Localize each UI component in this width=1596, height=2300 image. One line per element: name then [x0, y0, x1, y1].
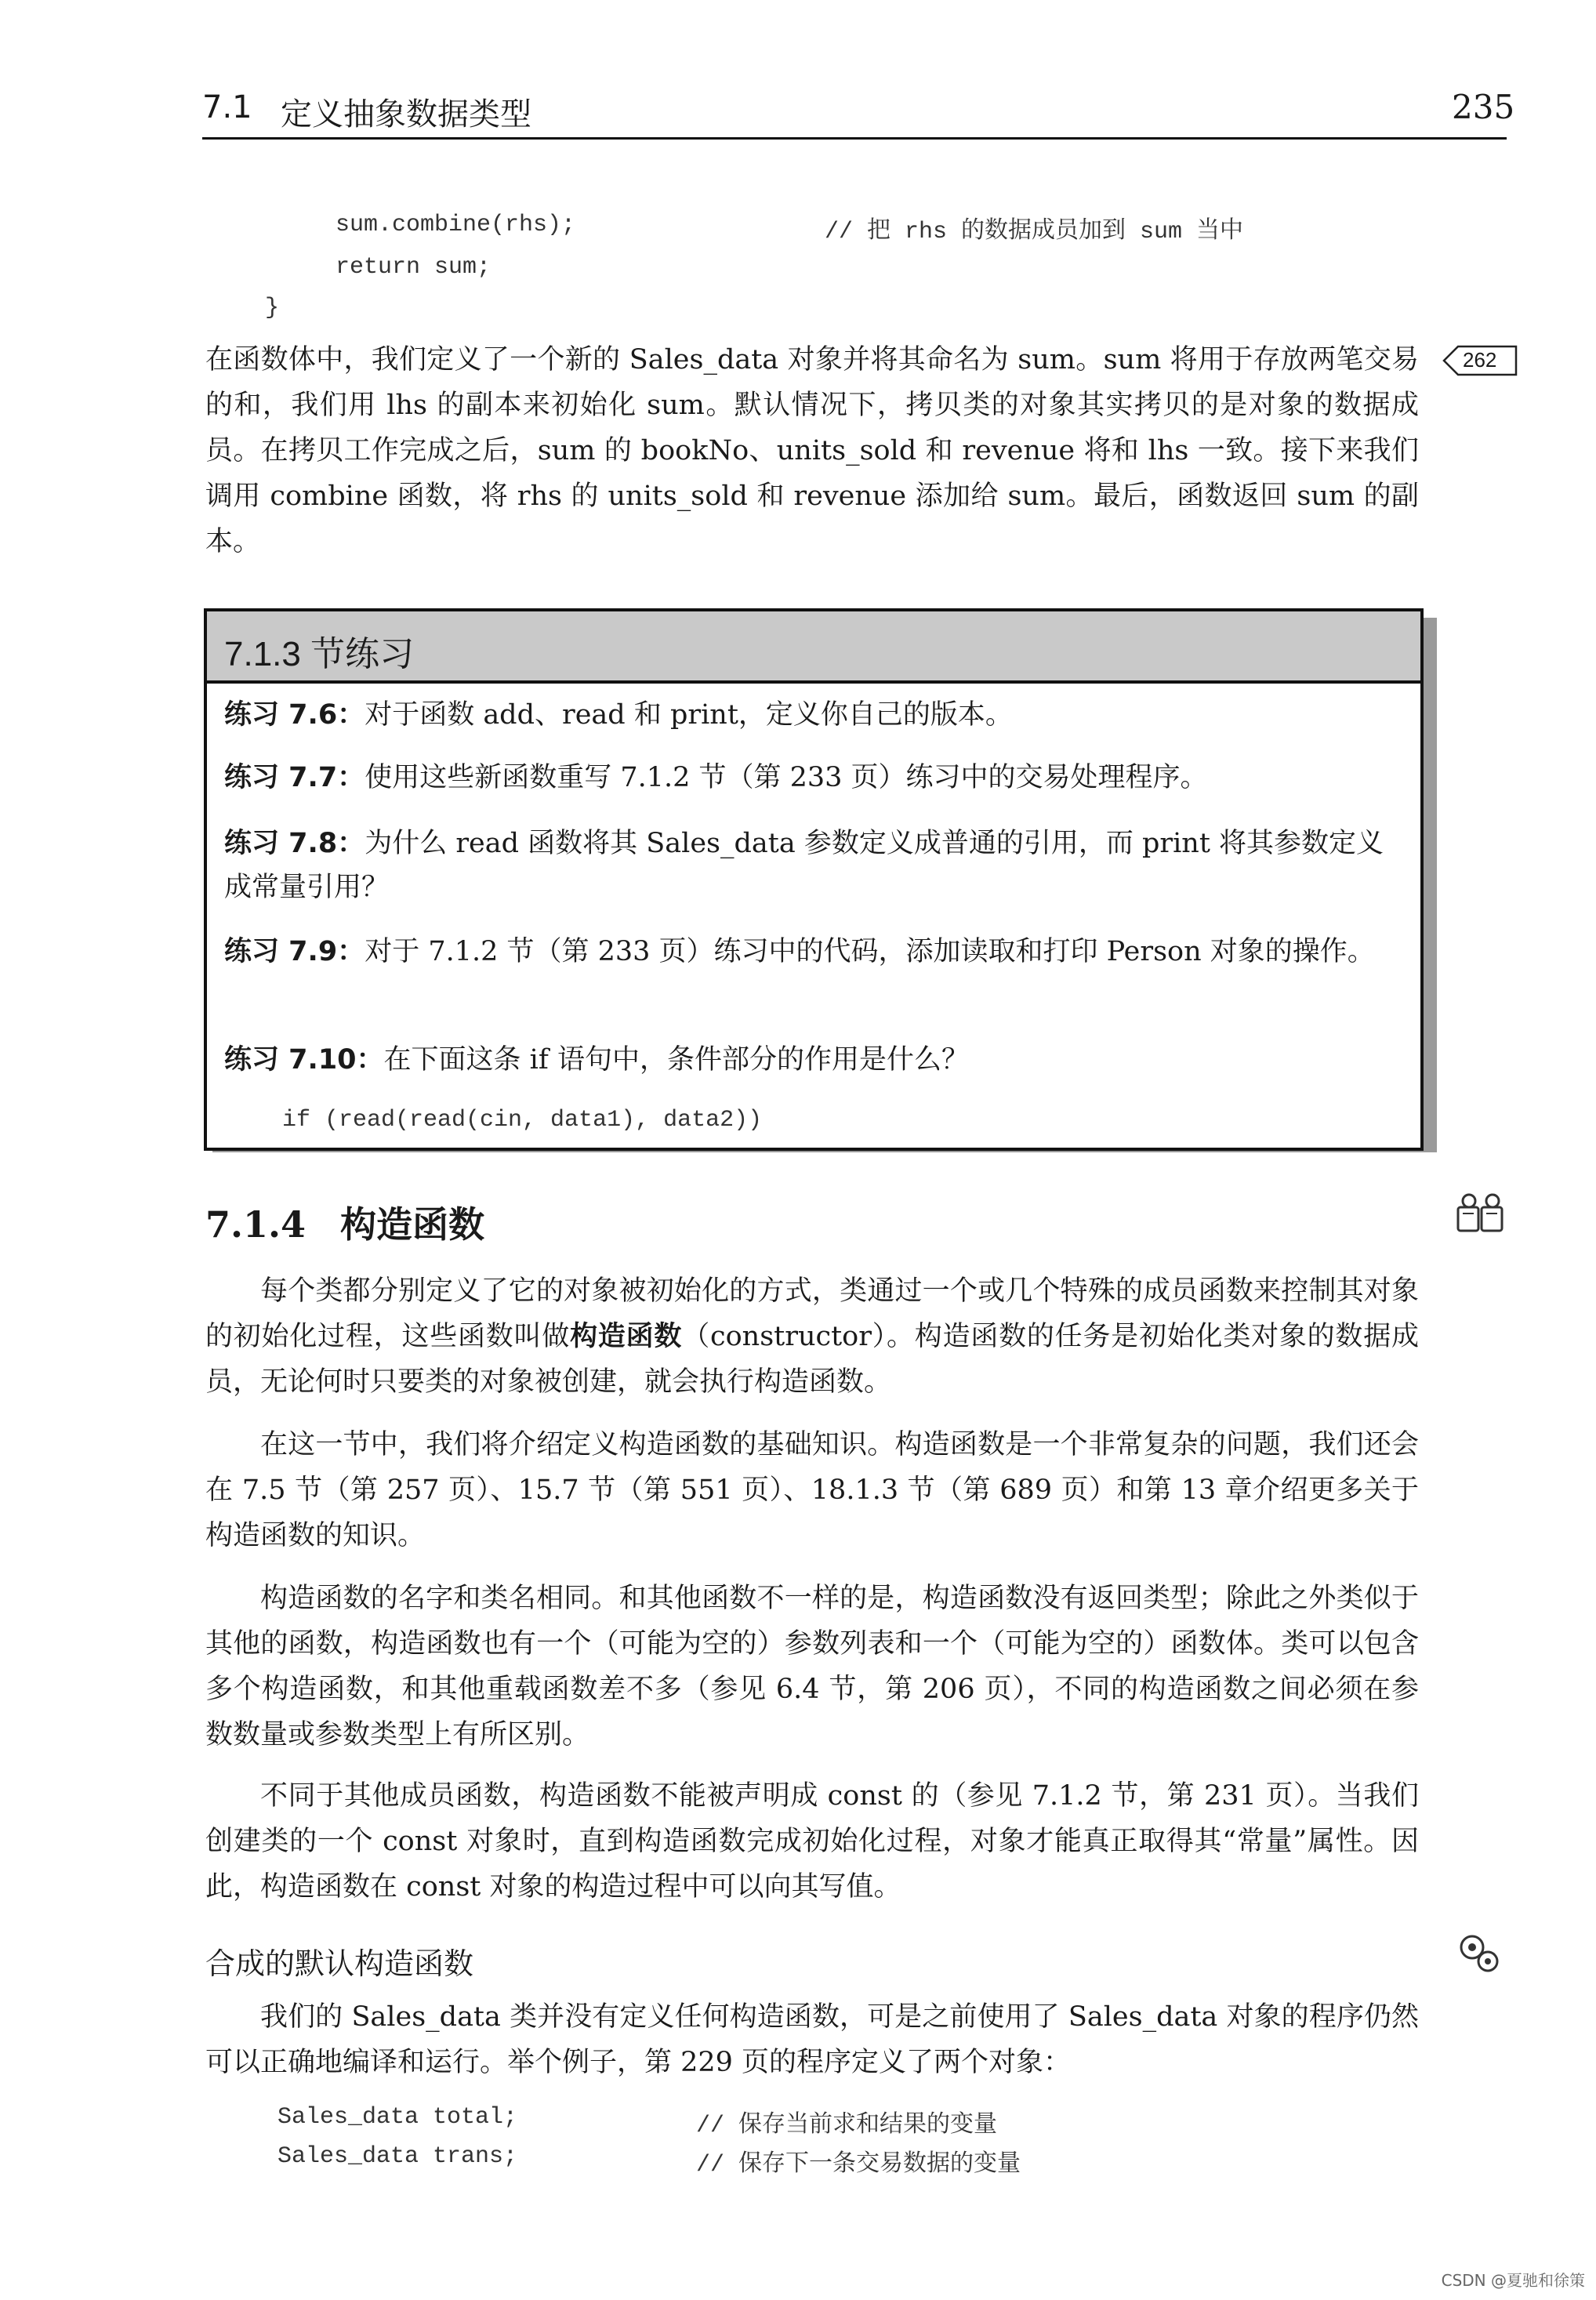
exercise-label: 练习 7.10： [224, 1044, 384, 1076]
exercise-item [224, 756, 1409, 800]
exercise-box [204, 608, 1424, 1151]
term-constructor: 构造函数 [570, 1321, 683, 1352]
exercise-code: if (read(read(cin, data1), data2)) [282, 1107, 763, 1134]
intro-paragraph: 在函数体中，我们定义了一个新的 Sales_data 对象并将其命名为 sum。sum 将用于存放两笔交易的和，我们用 lhs 的副本来初始化 sum。默认情况下，拷贝类的对象其实拷贝的是对象的数据成员。在拷贝工作完成之后，sum 的 bookNo、units_sold 和 revenue 将和 lhs 一致。接下来我们调用 combine 函数，将 rhs 的 units_sold 和 revenue 添加给 sum。最后，函数返回 sum 的副本。 [205, 344, 1419, 557]
exercise-box-header [207, 611, 1420, 684]
section-title: 构造函数 [340, 1203, 485, 1246]
header-section-title: 定义抽象数据类型 [281, 96, 531, 132]
exercise-label: 练习 7.8： [224, 828, 365, 859]
paragraph: 我们的 Sales_data 类并没有定义任何构造函数，可是之前使用了 Sales_data 对象的程序仍然可以正确地编译和运行。举个例子，第 229 页的程序定义了两个对象： [205, 2001, 1419, 2078]
exercise-text: 使用这些新函数重写 7.1.2 节（第 233 页）练习中的交易处理程序。 [365, 762, 1208, 793]
paragraph [205, 1268, 1419, 1405]
exercise-label: 练习 7.6： [224, 699, 365, 731]
page-number: 235 [1452, 88, 1515, 126]
paragraph: 构造函数的名字和类名相同。和其他函数不一样的是，构造函数没有返回类型；除此之外类似于其他的函数，构造函数也有一个（可能为空的）参数列表和一个（可能为空的）函数体。类可以包含多个构造函数，和其他重载函数差不多（参见 6.4 节，第 206 页），不同的构造函数之间必须在参数数量或参数类型上有所区别。 [205, 1583, 1419, 1750]
exercise-item [224, 930, 1409, 974]
gears-icon [1453, 1930, 1504, 1975]
readers-icon [1453, 1190, 1510, 1239]
code-comment: // 保存当前求和结果的变量 [696, 2113, 998, 2139]
header-rule [202, 137, 1507, 140]
exercise-label: 练习 7.9： [224, 936, 365, 967]
section-number: 7.1.4 [205, 1203, 307, 1246]
paragraph-text: 每个类都分别定义了它的对象被初始化的方式，类通过一个或几个特殊的成员函数来控制其对象的初始化过程，这些函数叫做 [205, 1275, 1419, 1352]
exercise-item [224, 822, 1409, 909]
code-line-combine: sum.combine(rhs); [336, 212, 576, 238]
code-line: Sales_data trans; [277, 2143, 518, 2170]
exercise-item [224, 693, 1409, 737]
header-section-number: 7.1 [202, 89, 252, 125]
watermark: CSDN @夏驰和徐策 [1441, 2271, 1585, 2290]
exercise-text: 对于函数 add、read 和 print，定义你自己的版本。 [365, 699, 1013, 731]
code-line: Sales_data total; [277, 2104, 518, 2131]
exercise-item [224, 1038, 1409, 1082]
code-comment: // 保存下一条交易数据的变量 [696, 2152, 1021, 2178]
subsection-heading: 合成的默认构造函数 [205, 1946, 474, 1981]
paragraph-text: （constructor）。构造函数的任务是初始化类对象的数据成员，无论何时只要类的对象被创建，就会执行构造函数。 [205, 1321, 1419, 1398]
paragraph: 不同于其他成员函数，构造函数不能被声明成 const 的（参见 7.1.2 节，第 231 页）。当我们创建类的一个 const 对象时，直到构造函数完成初始化过程，对象才能真正取得其“常量”属性。因此，构造函数在 const 对象的构造过程中可以向其写值。 [205, 1780, 1419, 1903]
exercise-label: 练习 7.7： [224, 762, 365, 793]
exercise-text: 为什么 read 函数将其 Sales_data 参数定义成普通的引用，而 print 将其参数定义成常量引用？ [224, 828, 1384, 903]
exercise-text: 对于 7.1.2 节（第 233 页）练习中的代码，添加读取和打印 Person 对象的操作。 [365, 936, 1375, 967]
exercise-box-title: 7.1.3 节练习 [224, 635, 415, 673]
paragraph: 在这一节中，我们将介绍定义构造函数的基础知识。构造函数是一个非常复杂的问题，我们还会在 7.5 节（第 257 页）、15.7 节（第 551 页）、18.1.3 节（第 689 页）和第 13 章介绍更多关于构造函数的知识。 [205, 1429, 1419, 1551]
exercise-text: 在下面这条 if 语句中，条件部分的作用是什么？ [383, 1044, 969, 1076]
section-heading [205, 1196, 484, 1248]
code-line-return: return sum; [336, 254, 491, 281]
margin-page-reference [1442, 343, 1519, 378]
margin-reference-number: 262 [1463, 348, 1497, 372]
code-comment-combine: // 把 rhs 的数据成员加到 sum 当中 [825, 219, 1244, 245]
code-line-brace: } [265, 295, 280, 321]
